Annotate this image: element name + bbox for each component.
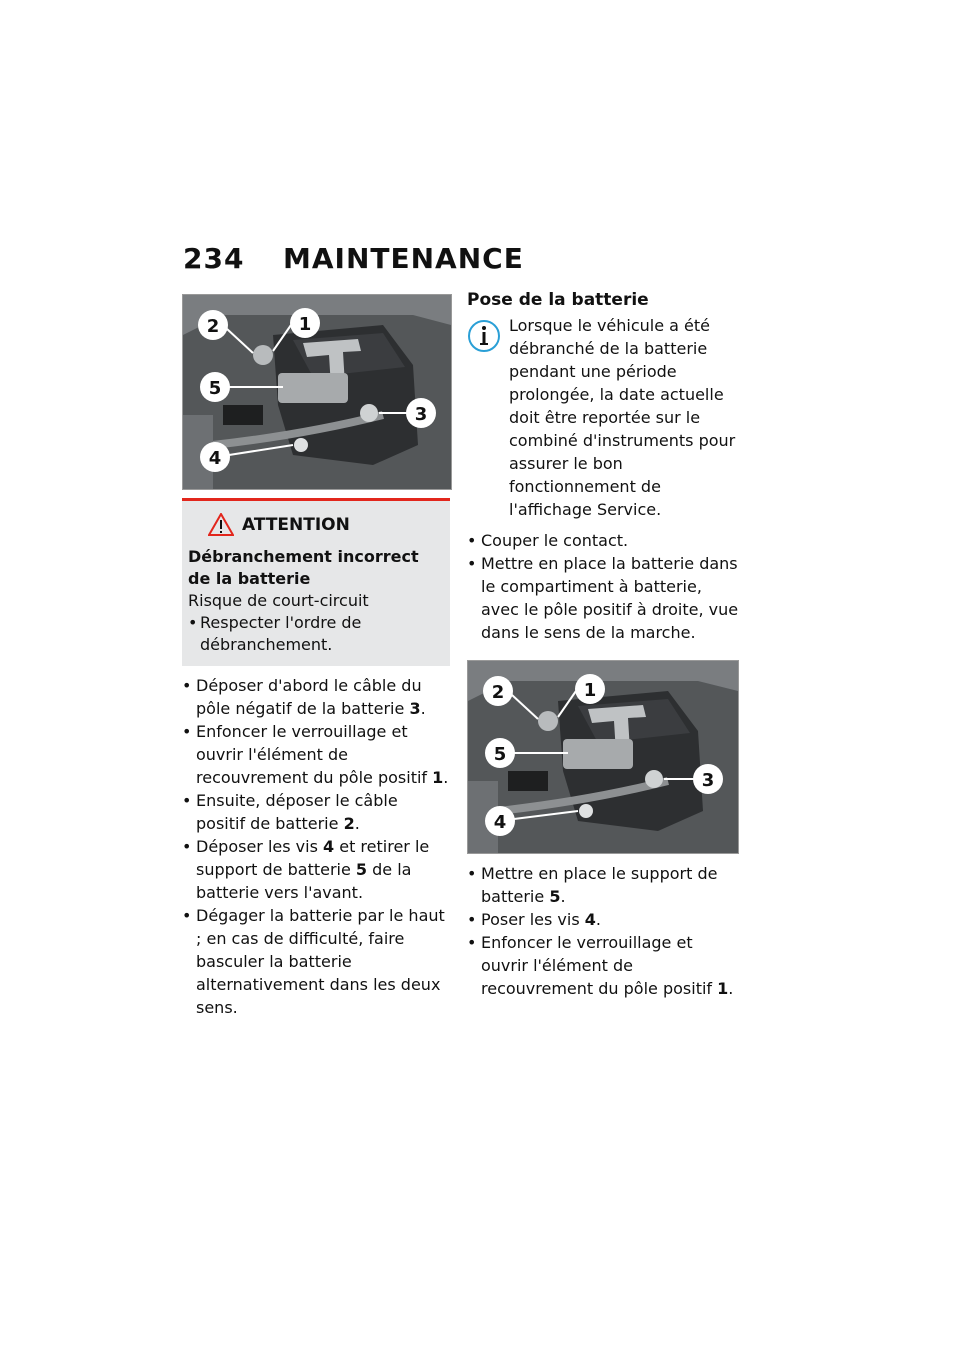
svg-text:2: 2 — [491, 682, 505, 703]
list-item: • Enfoncer le verrouillage et ouvrir l'élément de recouvrement du pôle positif 1. — [467, 931, 739, 1000]
list-item: • Poser les vis 4. — [467, 908, 739, 931]
list-item: • Ensuite, déposer le câble positif de batterie 2. — [182, 789, 450, 835]
page-header — [183, 242, 524, 275]
warning-triangle-icon — [208, 513, 234, 536]
svg-text:3: 3 — [701, 770, 715, 791]
svg-text:1: 1 — [298, 314, 312, 335]
battery-photo-removal — [182, 294, 452, 490]
info-icon — [467, 316, 509, 521]
warning-box — [182, 498, 450, 666]
list-item: • Mettre en place le support de batterie 5. — [467, 862, 739, 908]
svg-text:3: 3 — [414, 404, 428, 425]
warning-subtitle: Débranchement incorrect de la batterie — [188, 547, 419, 588]
battery-illustration — [183, 295, 451, 489]
section-title: Pose de la batterie — [467, 290, 649, 310]
svg-text:1: 1 — [583, 680, 597, 701]
list-item: • Mettre en place la batterie dans le compartiment à batterie, avec le pôle positif à droite, vue dans le sens de la marche. — [467, 552, 739, 644]
install-steps-list-a — [467, 529, 739, 644]
svg-text:5: 5 — [493, 744, 507, 765]
list-item: • Déposer d'abord le câble du pôle négatif de la batterie 3. — [182, 674, 450, 720]
warning-header — [208, 513, 442, 536]
svg-text:2: 2 — [206, 316, 220, 337]
warning-item: • Respecter l'ordre de débranchement. — [188, 613, 362, 654]
removal-steps-list — [182, 674, 450, 1019]
svg-text:5: 5 — [208, 378, 222, 399]
left-column — [182, 294, 450, 1019]
page-number: 234 — [183, 242, 245, 275]
page-title: MAINTENANCE — [283, 242, 524, 275]
install-steps-list-b — [467, 862, 739, 1000]
warning-risk: Risque de court-circuit — [188, 591, 369, 610]
list-item: • Déposer les vis 4 et retirer le support de batterie 5 de la batterie vers l'avant. — [182, 835, 450, 904]
info-note — [467, 316, 739, 521]
right-column — [467, 290, 739, 1000]
list-item: • Dégager la batterie par le haut ; en cas de difficulté, faire basculer la batterie alternativement dans les deux sens. — [182, 904, 450, 1019]
list-item: • Couper le contact. — [467, 529, 739, 552]
svg-text:4: 4 — [208, 448, 222, 469]
list-item: • Enfoncer le verrouillage et ouvrir l'élément de recouvrement du pôle positif 1. — [182, 720, 450, 789]
svg-text:4: 4 — [493, 812, 507, 833]
warning-title: ATTENTION — [242, 514, 350, 535]
battery-illustration — [468, 661, 738, 853]
warning-item-text: Respecter l'ordre de débranchement. — [200, 613, 362, 654]
battery-photo-install — [467, 660, 739, 854]
info-text: Lorsque le véhicule a été débranché de la batterie pendant une période prolongée, la date actuelle doit être reportée sur le combiné d'instruments pour assurer le bon fonctionnement de l'affichage Service. — [509, 316, 736, 519]
